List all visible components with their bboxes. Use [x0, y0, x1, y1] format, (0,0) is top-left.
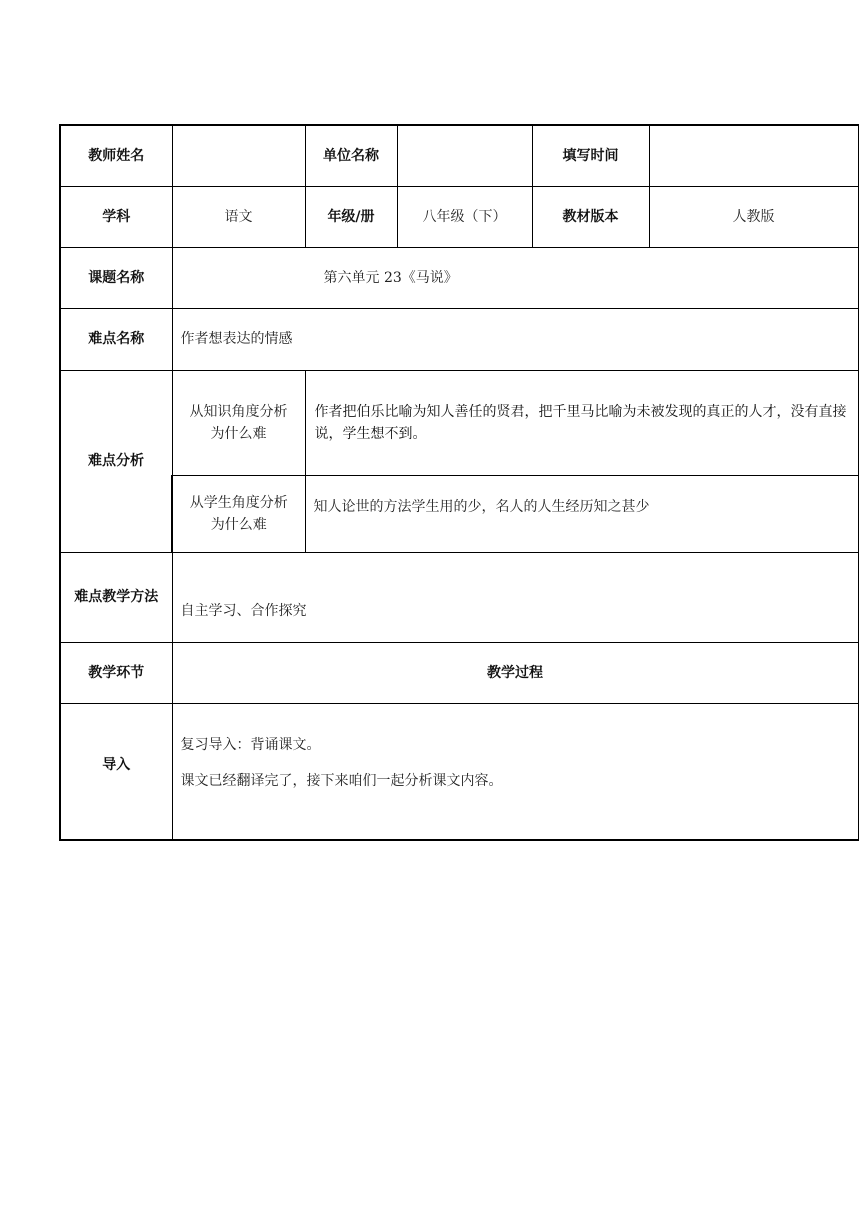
method-value: 自主学习、合作探究: [172, 552, 858, 642]
difficulty-row: [60, 308, 858, 370]
textbook-label: 教材版本: [532, 186, 649, 247]
student-angle-value: 知人论世的方法学生用的少，名人的人生经历知之甚少: [305, 475, 858, 552]
student-angle-line1: 从学生角度分析: [189, 494, 288, 511]
method-row: [60, 552, 858, 642]
header-row: [60, 125, 858, 186]
teaching-stage-label: 教学环节: [60, 642, 172, 703]
intro-label: 导入: [60, 703, 172, 840]
knowledge-angle-value: 作者把伯乐比喻为知人善任的贤君，把千里马比喻为未被发现的真正的人才，没有直接说，学生想不到。: [305, 370, 858, 475]
course-row: [60, 186, 858, 247]
process-header-row: [60, 642, 858, 703]
difficulty-label: 难点名称: [60, 308, 172, 370]
subject-value: 语文: [172, 186, 305, 247]
knowledge-angle-line1: 从知识角度分析: [189, 403, 288, 420]
lesson-plan-table: [59, 124, 859, 841]
method-label: 难点教学方法: [60, 552, 172, 642]
intro-line-spacer: [181, 756, 858, 770]
difficulty-value: 作者想表达的情感: [172, 308, 858, 370]
topic-label: 课题名称: [60, 247, 172, 308]
fill-time-label: 填写时间: [532, 125, 649, 186]
unit-name-label: 单位名称: [305, 125, 397, 186]
student-angle-label: [172, 475, 305, 552]
intro-content: [172, 703, 858, 840]
knowledge-angle-line2: 为什么难: [210, 425, 267, 442]
analysis-label: 难点分析: [60, 370, 172, 552]
knowledge-angle-label: [172, 370, 305, 475]
teacher-name-field[interactable]: [172, 125, 305, 186]
teacher-name-label: 教师姓名: [60, 125, 172, 186]
grade-label: 年级/册: [305, 186, 397, 247]
topic-value: 第六单元 23《马说》: [172, 247, 858, 308]
teaching-process-label: 教学过程: [172, 642, 858, 703]
student-angle-line2: 为什么难: [210, 516, 267, 533]
textbook-value: 人教版: [649, 186, 858, 247]
fill-time-field[interactable]: [649, 125, 858, 186]
grade-value: 八年级（下）: [397, 186, 532, 247]
topic-row: [60, 247, 858, 308]
subject-label: 学科: [60, 186, 172, 247]
intro-row: [60, 703, 858, 840]
analysis-student-row: [60, 475, 858, 552]
analysis-knowledge-row: [60, 370, 858, 475]
intro-line-2: 课文已经翻译完了，接下来咱们一起分析课文内容。: [180, 772, 503, 789]
unit-name-field[interactable]: [397, 125, 532, 186]
intro-line-1: 复习导入：背诵课文。: [180, 736, 321, 753]
